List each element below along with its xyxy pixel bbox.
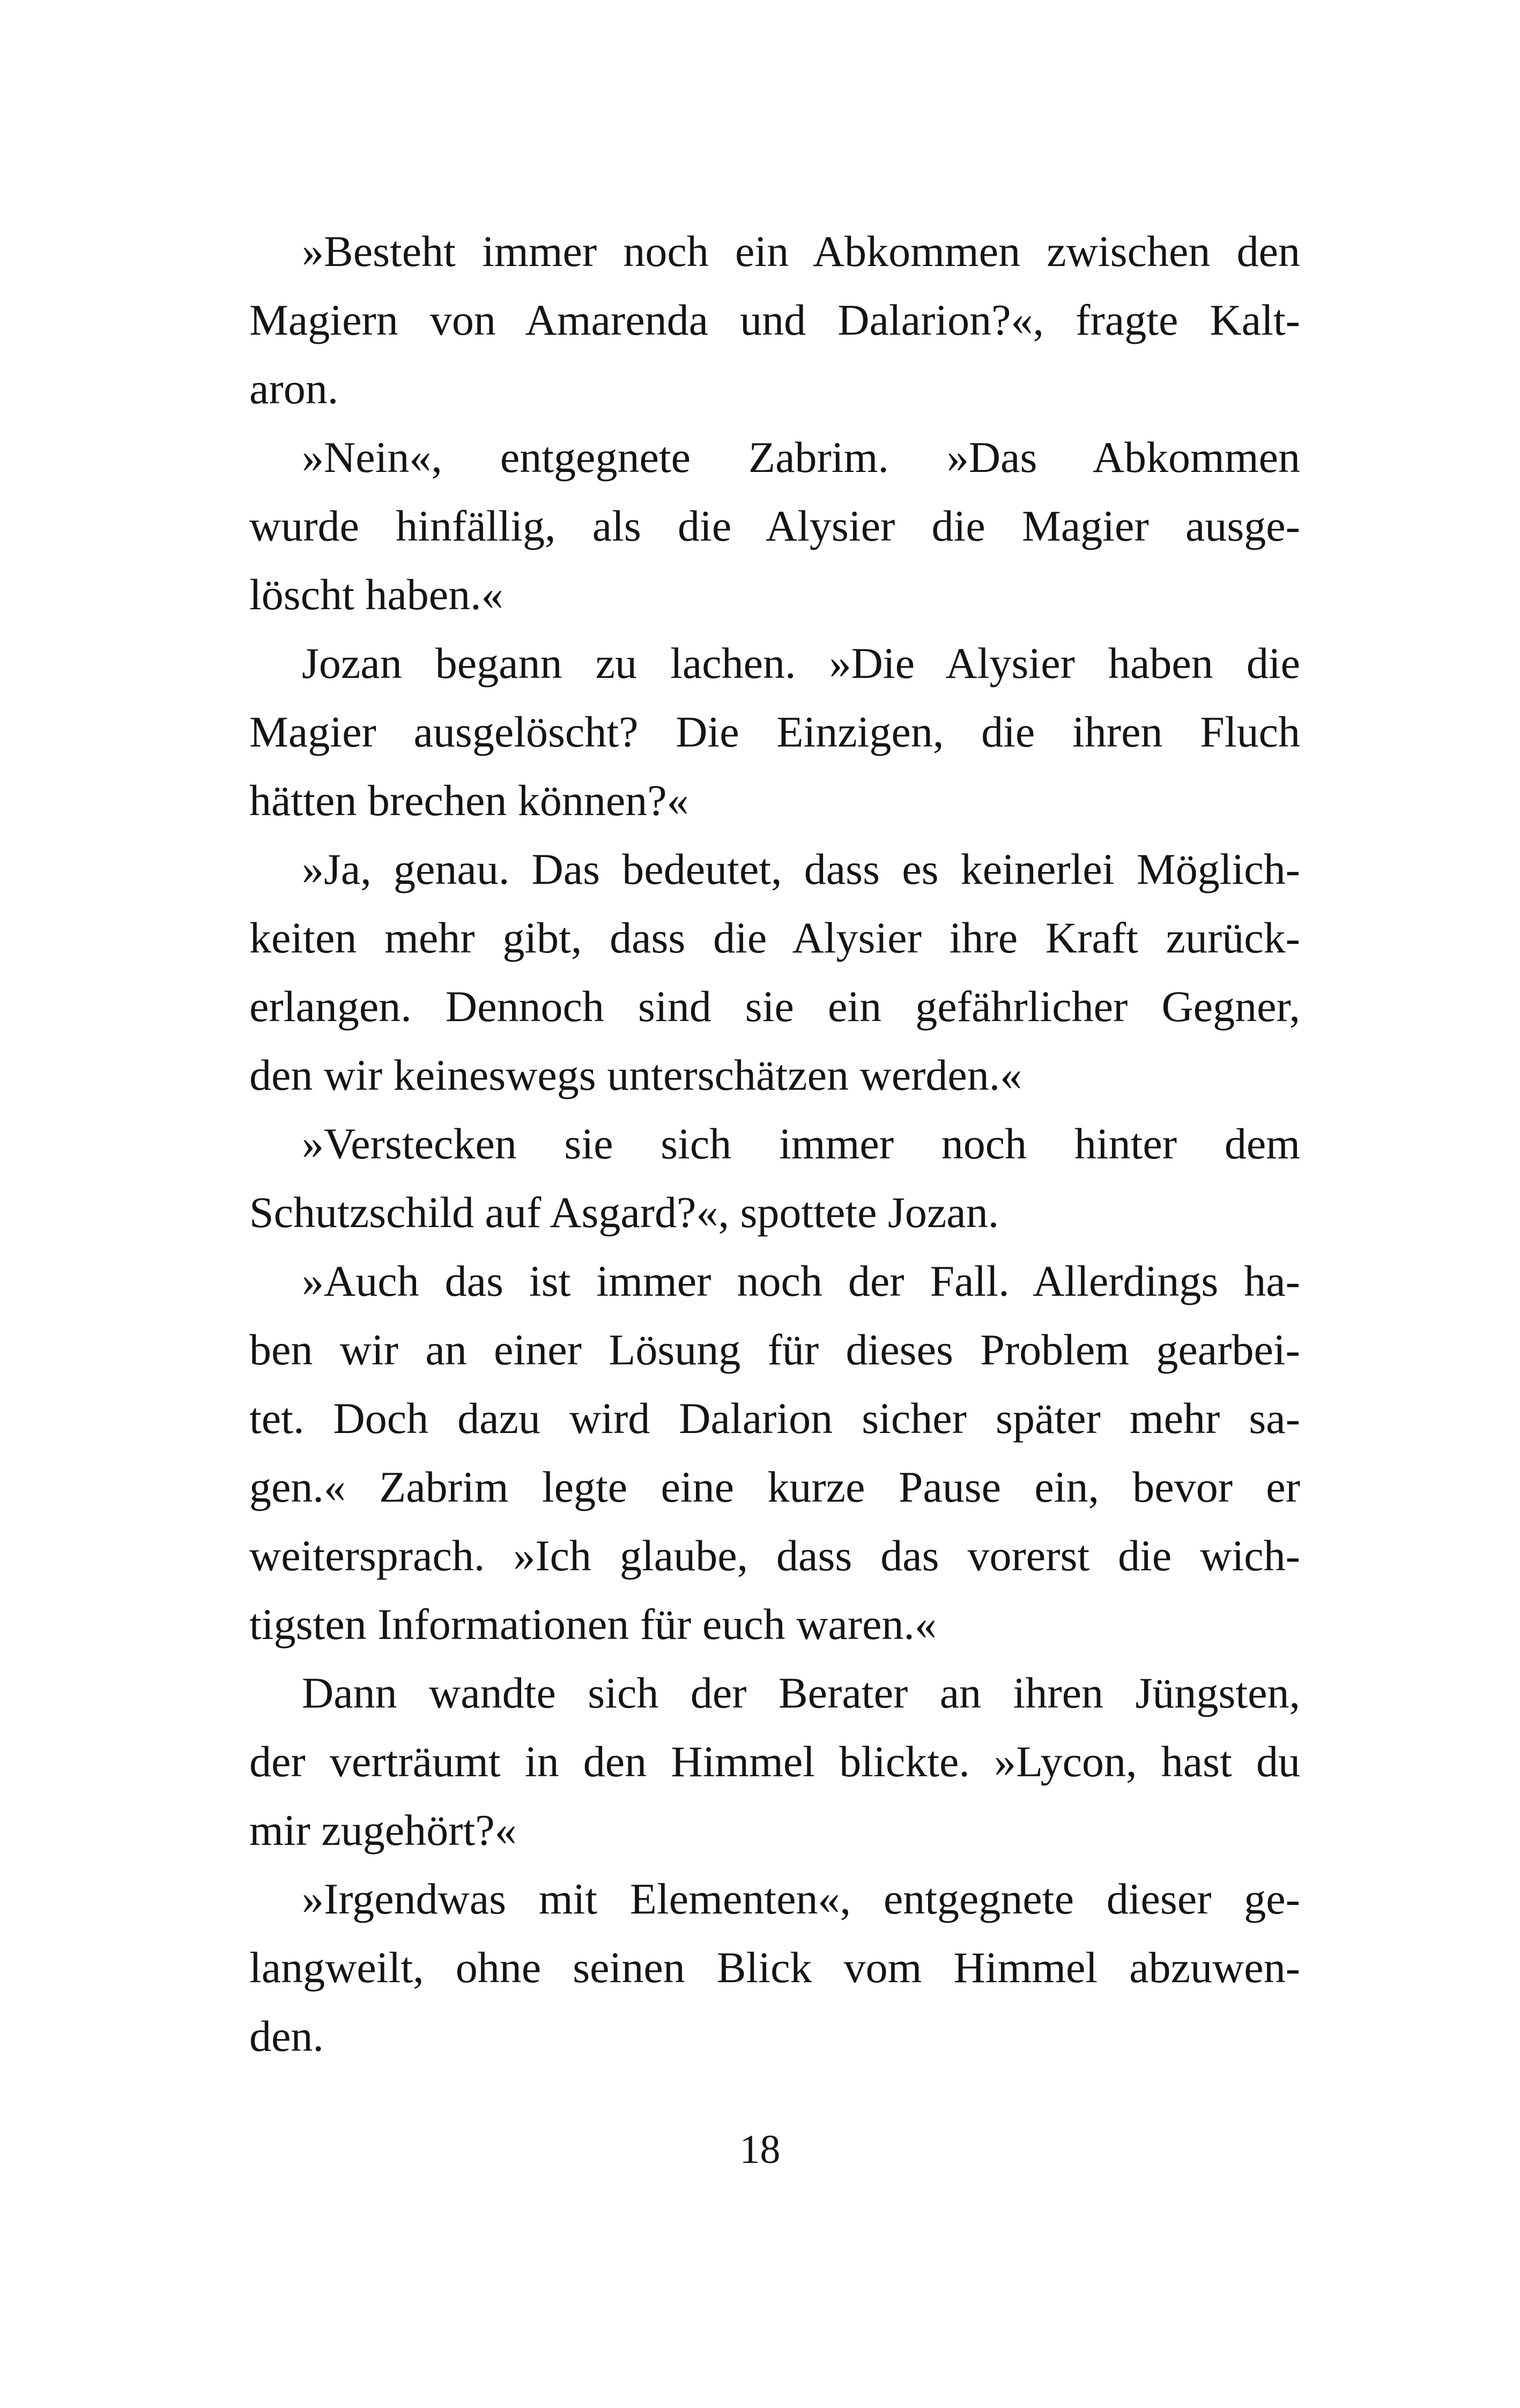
text-line: tet. Doch dazu wird Dalarion sicher später mehr sa- [249,1394,1300,1443]
text-line: Jozan begann zu lachen. »Die Alysier haben die [302,639,1300,688]
body-text [249,217,1300,2071]
text-line: den wir keineswegs unterschätzen werden.« [249,1051,1022,1099]
text-line: den. [249,2012,324,2060]
text-line: Magiern von Amarenda und Dalarion?«, fragte Kalt- [249,296,1300,344]
text-line: »Ja, genau. Das bedeutet, dass es keinerlei Möglich- [302,845,1300,893]
text-line: Schutzschild auf Asgard?«, spottete Jozan. [249,1188,999,1237]
text-line: der verträumt in den Himmel blickte. »Lycon, hast du [249,1737,1300,1786]
text-line: löscht haben.« [249,570,503,619]
page-number: 18 [739,2127,781,2172]
text-line: »Irgendwas mit Elementen«, entgegnete dieser ge- [302,1874,1300,1923]
text-line: langweilt, ohne seinen Blick vom Himmel abzuwen- [249,1943,1300,1992]
text-line: gen.« Zabrim legte eine kurze Pause ein, bevor er [249,1462,1300,1511]
text-line: wurde hinfällig, als die Alysier die Magier ausge- [249,501,1300,550]
text-line: mir zugehört?« [249,1806,517,1855]
text-line: tigsten Informationen für euch waren.« [249,1600,937,1649]
text-line: aron. [249,364,339,413]
text-line: weitersprach. »Ich glaube, dass das vorerst die wich- [249,1531,1300,1580]
text-line: keiten mehr gibt, dass die Alysier ihre Kraft zurück- [249,913,1300,962]
text-line: Magier ausgelöscht? Die Einzigen, die ihren Fluch [249,707,1300,756]
text-line: Dann wandte sich der Berater an ihren Jüngsten, [302,1668,1300,1717]
text-line: »Auch das ist immer noch der Fall. Allerdings ha- [302,1257,1300,1305]
text-line: ben wir an einer Lösung für dieses Problem gearbei- [249,1325,1300,1374]
text-line: »Verstecken sie sich immer noch hinter dem [302,1119,1300,1168]
text-line: »Nein«, entgegnete Zabrim. »Das Abkommen [302,433,1300,482]
text-line: »Besteht immer noch ein Abkommen zwischen den [302,227,1300,276]
text-line: hätten brechen können?« [249,776,689,825]
text-line: erlangen. Dennoch sind sie ein gefährlicher Gegner, [249,982,1300,1031]
